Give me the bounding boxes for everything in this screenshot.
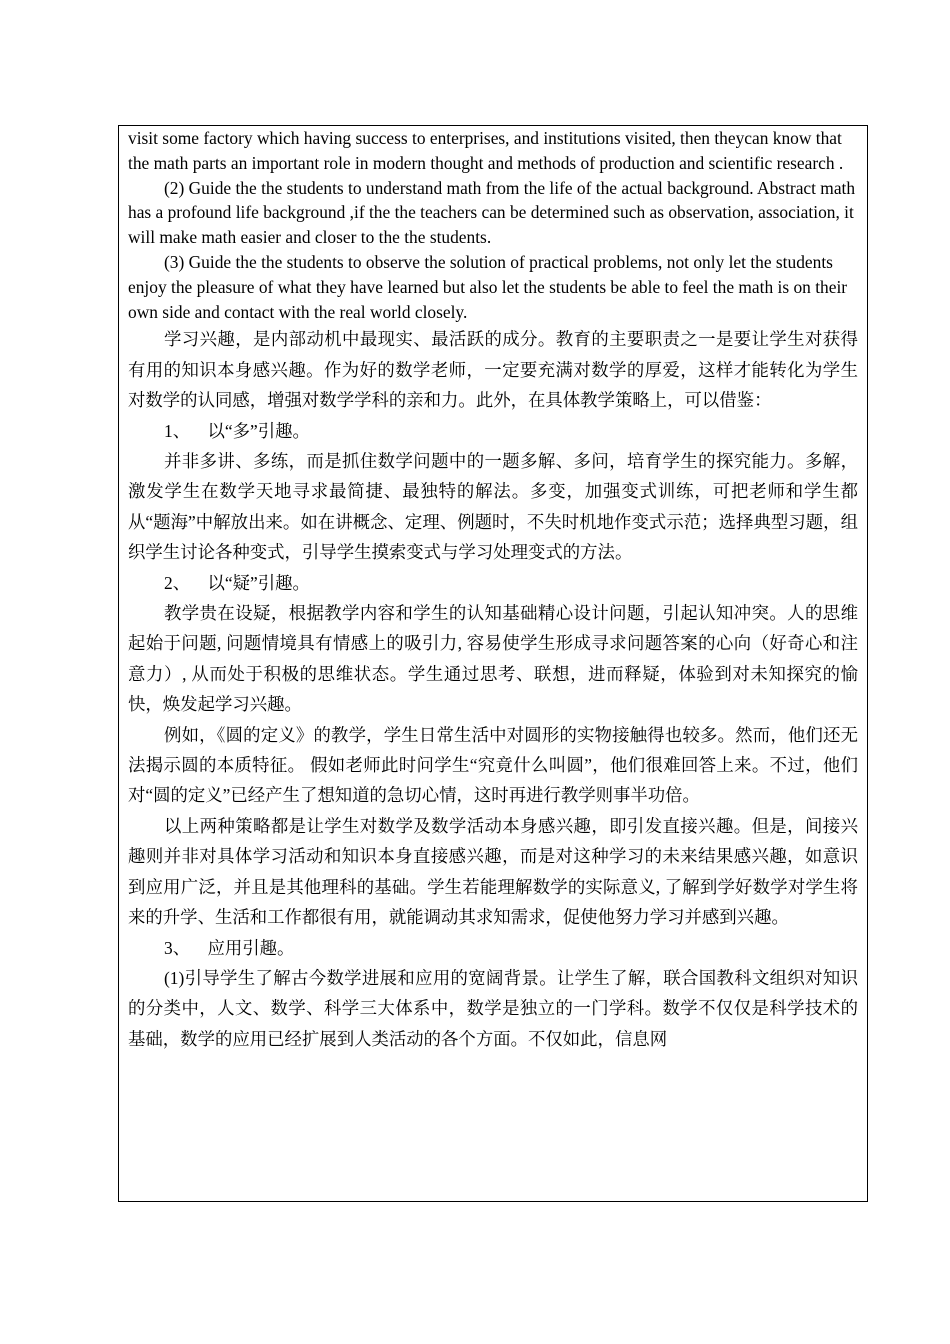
section-1-paragraph: 并非多讲、多练，而是抓住数学问题中的一题多解、多问，培育学生的探究能力。多解，激发学生在数学天地寻求最简捷、最独特的解法。多变，加强变式训练，可把老师和学生都从“题海”中解放出来。如在讲概念、定理、例题时，不失时机地作变式示范；选择典型习题，组织学生讨论各种变式，引导学生摸索变式与学习处理变式的方法。 <box>128 451 858 563</box>
intro-paragraph: 学习兴趣，是内部动机中最现实、最活跃的成分。教育的主要职责之一是要让学生对获得有用的知识本身感兴趣。作为好的数学老师，一定要充满对数学的厚爱，这样才能转化为学生对数学的认同感，增强对数学学科的亲和力。此外，在具体教学策略上，可以借鉴： <box>128 329 858 411</box>
document-frame <box>118 125 868 1202</box>
section-heading-3: 3、 应用引趣。 <box>164 937 295 958</box>
section-2-paragraph: 教学贵在设疑，根据教学内容和学生的认知基础精心设计问题，引起认知冲突。人的思维起始于问题, 问题情境具有情感上的吸引力, 容易使学生形成寻求问题答案的心向（好奇心和注意力）, 从而处于积极的思维状态。学生通过思考、联想，进而释疑，体验到对未知探究的愉快，焕发起学习兴趣。 <box>128 603 858 715</box>
section-heading-1: 1、 以“多”引趣。 <box>164 420 310 441</box>
example-paragraph: 例如，《圆的定义》的教学，学生日常生活中对圆形的实物接触得也较多。然而，他们还无法揭示圆的本质特征。 假如老师此时问学生“究竟什么叫圆”，他们很难回答上来。不过，他们对“圆的定义”已经产生了想知道的急切心情，这时再进行教学则事半功倍。 <box>128 724 858 806</box>
english-paragraph-1: visit some factory which having success to enterprises, and institutions visited, then theycan know that the math parts an important role in modern thought and methods of production and scientific research . <box>128 128 844 173</box>
section-3-paragraph: (1)引导学生了解古今数学进展和应用的宽阔背景。让学生了解，联合国教科文组织对知识的分类中，人文、数学、科学三大体系中，数学是独立的一门学科。数学不仅仅是科学技术的基础，数学的应用已经扩展到人类活动的各个方面。不仅如此，信息网 <box>128 967 858 1049</box>
section-heading-2: 2、 以“疑”引趣。 <box>164 572 310 593</box>
summary-paragraph: 以上两种策略都是让学生对数学及数学活动本身感兴趣，即引发直接兴趣。但是，间接兴趣则并非对具体学习活动和知识本身直接感兴趣，而是对这种学习的未来结果感兴趣，如意识到应用广泛，并且是其他理科的基础。学生若能理解数学的实际意义, 了解到学好数学对学生将来的升学、生活和工作都很有用，就能调动其求知需求，促使他努力学习并感到兴趣。 <box>128 815 858 928</box>
english-paragraph-3: (3) Guide the the students to observe the solution of practical problems, not only let the students enjoy the pleasure of what they have learned but also let the students be able to feel the math is on their own side and contact with the real world closely. <box>128 251 848 322</box>
english-paragraph-2: (2) Guide the the students to understand math from the life of the actual background. Abstract math has a profound life background ,if the the teachers can be determined such as observation, association, it will make math easier and closer to the the students. <box>128 177 856 248</box>
document-body <box>128 126 858 1054</box>
